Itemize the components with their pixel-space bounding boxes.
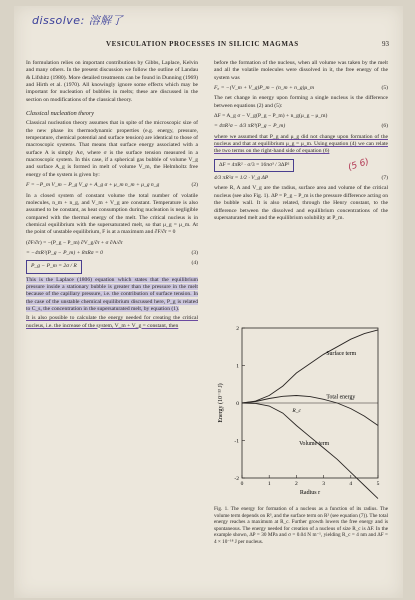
equation: [214, 85, 388, 92]
left-column: [26, 60, 198, 332]
right-column: [214, 60, 388, 224]
x-tick-label: 0: [240, 481, 244, 487]
equation-number: (7): [381, 175, 388, 182]
y-tick-label: 2: [236, 326, 239, 332]
series-label: Surface term: [326, 351, 357, 357]
series-label: Volume term: [299, 441, 330, 447]
y-tick-label: 0: [236, 401, 239, 407]
equation-text: F = −P_m V_m − P_g V_g + A_g σ + μ_m n_m + μ_g n_g: [26, 182, 160, 189]
equation-boxed: [26, 260, 198, 273]
equation-text: = −4πR²(P_g − P_m) + 8πRσ = 0: [26, 249, 103, 256]
y-axis-label: Energy (10⁻¹³ J): [218, 383, 224, 423]
x-tick-label: 3: [322, 481, 325, 487]
y-tick-label: 1: [236, 363, 239, 370]
equation-text: ΔF = A_g σ − V_g(P_g − P_m) + n_g(μ_g − μ_m): [214, 113, 328, 120]
y-tick-label: -2: [234, 476, 239, 482]
equation-number: (5): [381, 85, 388, 92]
equation-text: 4/3 πR²σ = 1/2 · V_g ΔP: [214, 175, 269, 182]
equation-number: (3): [191, 249, 198, 256]
section-title: Classical nucleation theory: [26, 110, 95, 118]
series-line: [242, 330, 378, 403]
x-tick-label: 1: [267, 481, 271, 487]
highlighted-text: This is the Laplace (1806) equation which states that the equilibrium pressure inside a stationary bubble is greater than the pressure in the melt because of the capillary pressure, i.e. the contribution of surface tension. In the case of the unstable chemical equilibrium discussed here, P_g is related to C_s, the concentration in the supersaturated melt, by equation (1).: [26, 276, 198, 312]
paper-page: [14, 6, 403, 598]
equation-text: ΔF = 4πR² · σ/3 = 16πσ³ / 3ΔP²: [214, 159, 294, 172]
x-tick-label: 4: [349, 481, 353, 487]
equation-text: F₀ = −(V_m + V_g)P_m − (n_m + n_g)μ_m: [214, 85, 315, 92]
paragraph: where R, A and V_g are the radius, surface area and volume of the critical nucleus (see also Fig. 1). ΔP = P_g − P_m is the pressure difference acting on the bubble wall. It is also related, through the Henry constant, to the difference between the dissolved and equilibrium concentrations of the supersaturated melt and the equilibrium solubility at P_m.: [214, 185, 388, 221]
y-tick-label: -1: [234, 438, 239, 445]
x-tick-label: 2: [295, 481, 298, 487]
paragraph: [26, 277, 198, 314]
equation-number: (2): [191, 182, 198, 189]
paragraph: [26, 315, 198, 330]
equation: [26, 250, 198, 257]
page-number: 93: [382, 40, 389, 48]
paragraph: before the formation of the nucleus, when all volume was taken by the melt and all the volatile molecules were dissolved in it, the free energy of the system was: [214, 60, 388, 81]
underlined-text: where we assumed that P_g and μ_g did not change upon formation of the nucleus and that at equilibrium μ_g = μ_m. Using equation (4) we can relate the two terms on the right-hand side of equation (6): [214, 133, 388, 155]
equation-text: (∂F/∂r) = −(P_g − P_m) ∂V_g/∂r + σ ∂A/∂r: [26, 239, 123, 246]
critical-radius-label: R_c: [292, 408, 301, 414]
equation: [214, 113, 388, 120]
series-label: Total energy: [326, 394, 356, 401]
paragraph: Classical nucleation theory assumes that in spite of the microscopic size of the new phase its thermodynamic properties (e.g. energy, pressure, temperature, chemical potential and surface tension) are identical to those of macroscopic systems. That means that surface energy associated with a surface A is simply Aσ, where σ is the surface tension measured in a macroscopic system. In this case, if a spherical gas bubble of volume V_g and surface A_g is formed in melt of volume V_m, the Helmholtz free energy of the system is given by:: [26, 120, 198, 178]
equation: [214, 175, 388, 182]
running-header: VESICULATION PROCESSES IN SILICIC MAGMAS: [106, 40, 299, 48]
series-line: [242, 403, 378, 499]
x-tick-label: 5: [376, 481, 380, 487]
figure-caption: Fig. 1. The energy for formation of a nucleus as a function of its radius. The volume term depends on R³, and the surface term on R² (see equation (7)). The total energy reaches a maximum at R_c. Further growth lowers the free energy and is spontaneous. The energy needed for creation of a nucleus of size R_c is ΔF. In the example shown, ΔP = 30 MPa and σ = 0.04 N m⁻¹, yielding R_c = 4 nm and ΔF = 4 × 10⁻¹⁸ J per nucleus.: [214, 506, 389, 545]
x-axis-label: Radius r: [299, 490, 321, 496]
equation-number: (4): [191, 260, 198, 267]
underlined-text: It is also possible to calculate the energy needed for creating the critical nucleus, i.e. the increase of the system, V_m + V_g = constant, then: [26, 315, 198, 329]
equation-text: = 4πR²σ − 4/3 πR³(P_g − P_m): [214, 123, 286, 130]
equation-text: P_g − P_m = 2σ / R: [26, 260, 82, 273]
paragraph: [214, 134, 388, 156]
series-line: [242, 396, 378, 426]
paragraph: In a closed system of constant volume the total number of volatile molecules, n_m + n_g, and V_m + V_g are constant. Temperature is also assumed to be constant, as heat consumption during nucleation is negligible compared with the thermal energy of the melt. The critical nucleus is in chemical equilibrium with the supersaturated melt, so that μ_g = μ_m. At the point of unstable equilibrium, F is at a maximum and ∂F/∂r = 0: [26, 192, 198, 236]
equation-number: (6): [381, 123, 388, 130]
equation: [26, 182, 198, 189]
energy-radius-chart: [214, 318, 388, 508]
handwritten-annotation: dissolve: 溶解了: [32, 14, 124, 27]
paragraph: The net change in energy upon forming a single nucleus is the difference between equations (2) and (5):: [214, 95, 388, 109]
equation: [214, 123, 388, 130]
intro-paragraph: In formulation relies on important contributions by Gibbs, Laplace, Kelvin and many others. In the present discussion we follow the outline of Landau & Lifshitz (1980). More detailed treatments can be found in Dunning (1969) and Hirth et al. (1970). All knowingly ignore some effects which may be important for nucleation of bubbles in melts; these are discussed in the section on modifications of the classical theory.: [26, 60, 198, 103]
handwritten-margin-note: (5 6): [346, 156, 371, 174]
equation: [26, 240, 198, 247]
